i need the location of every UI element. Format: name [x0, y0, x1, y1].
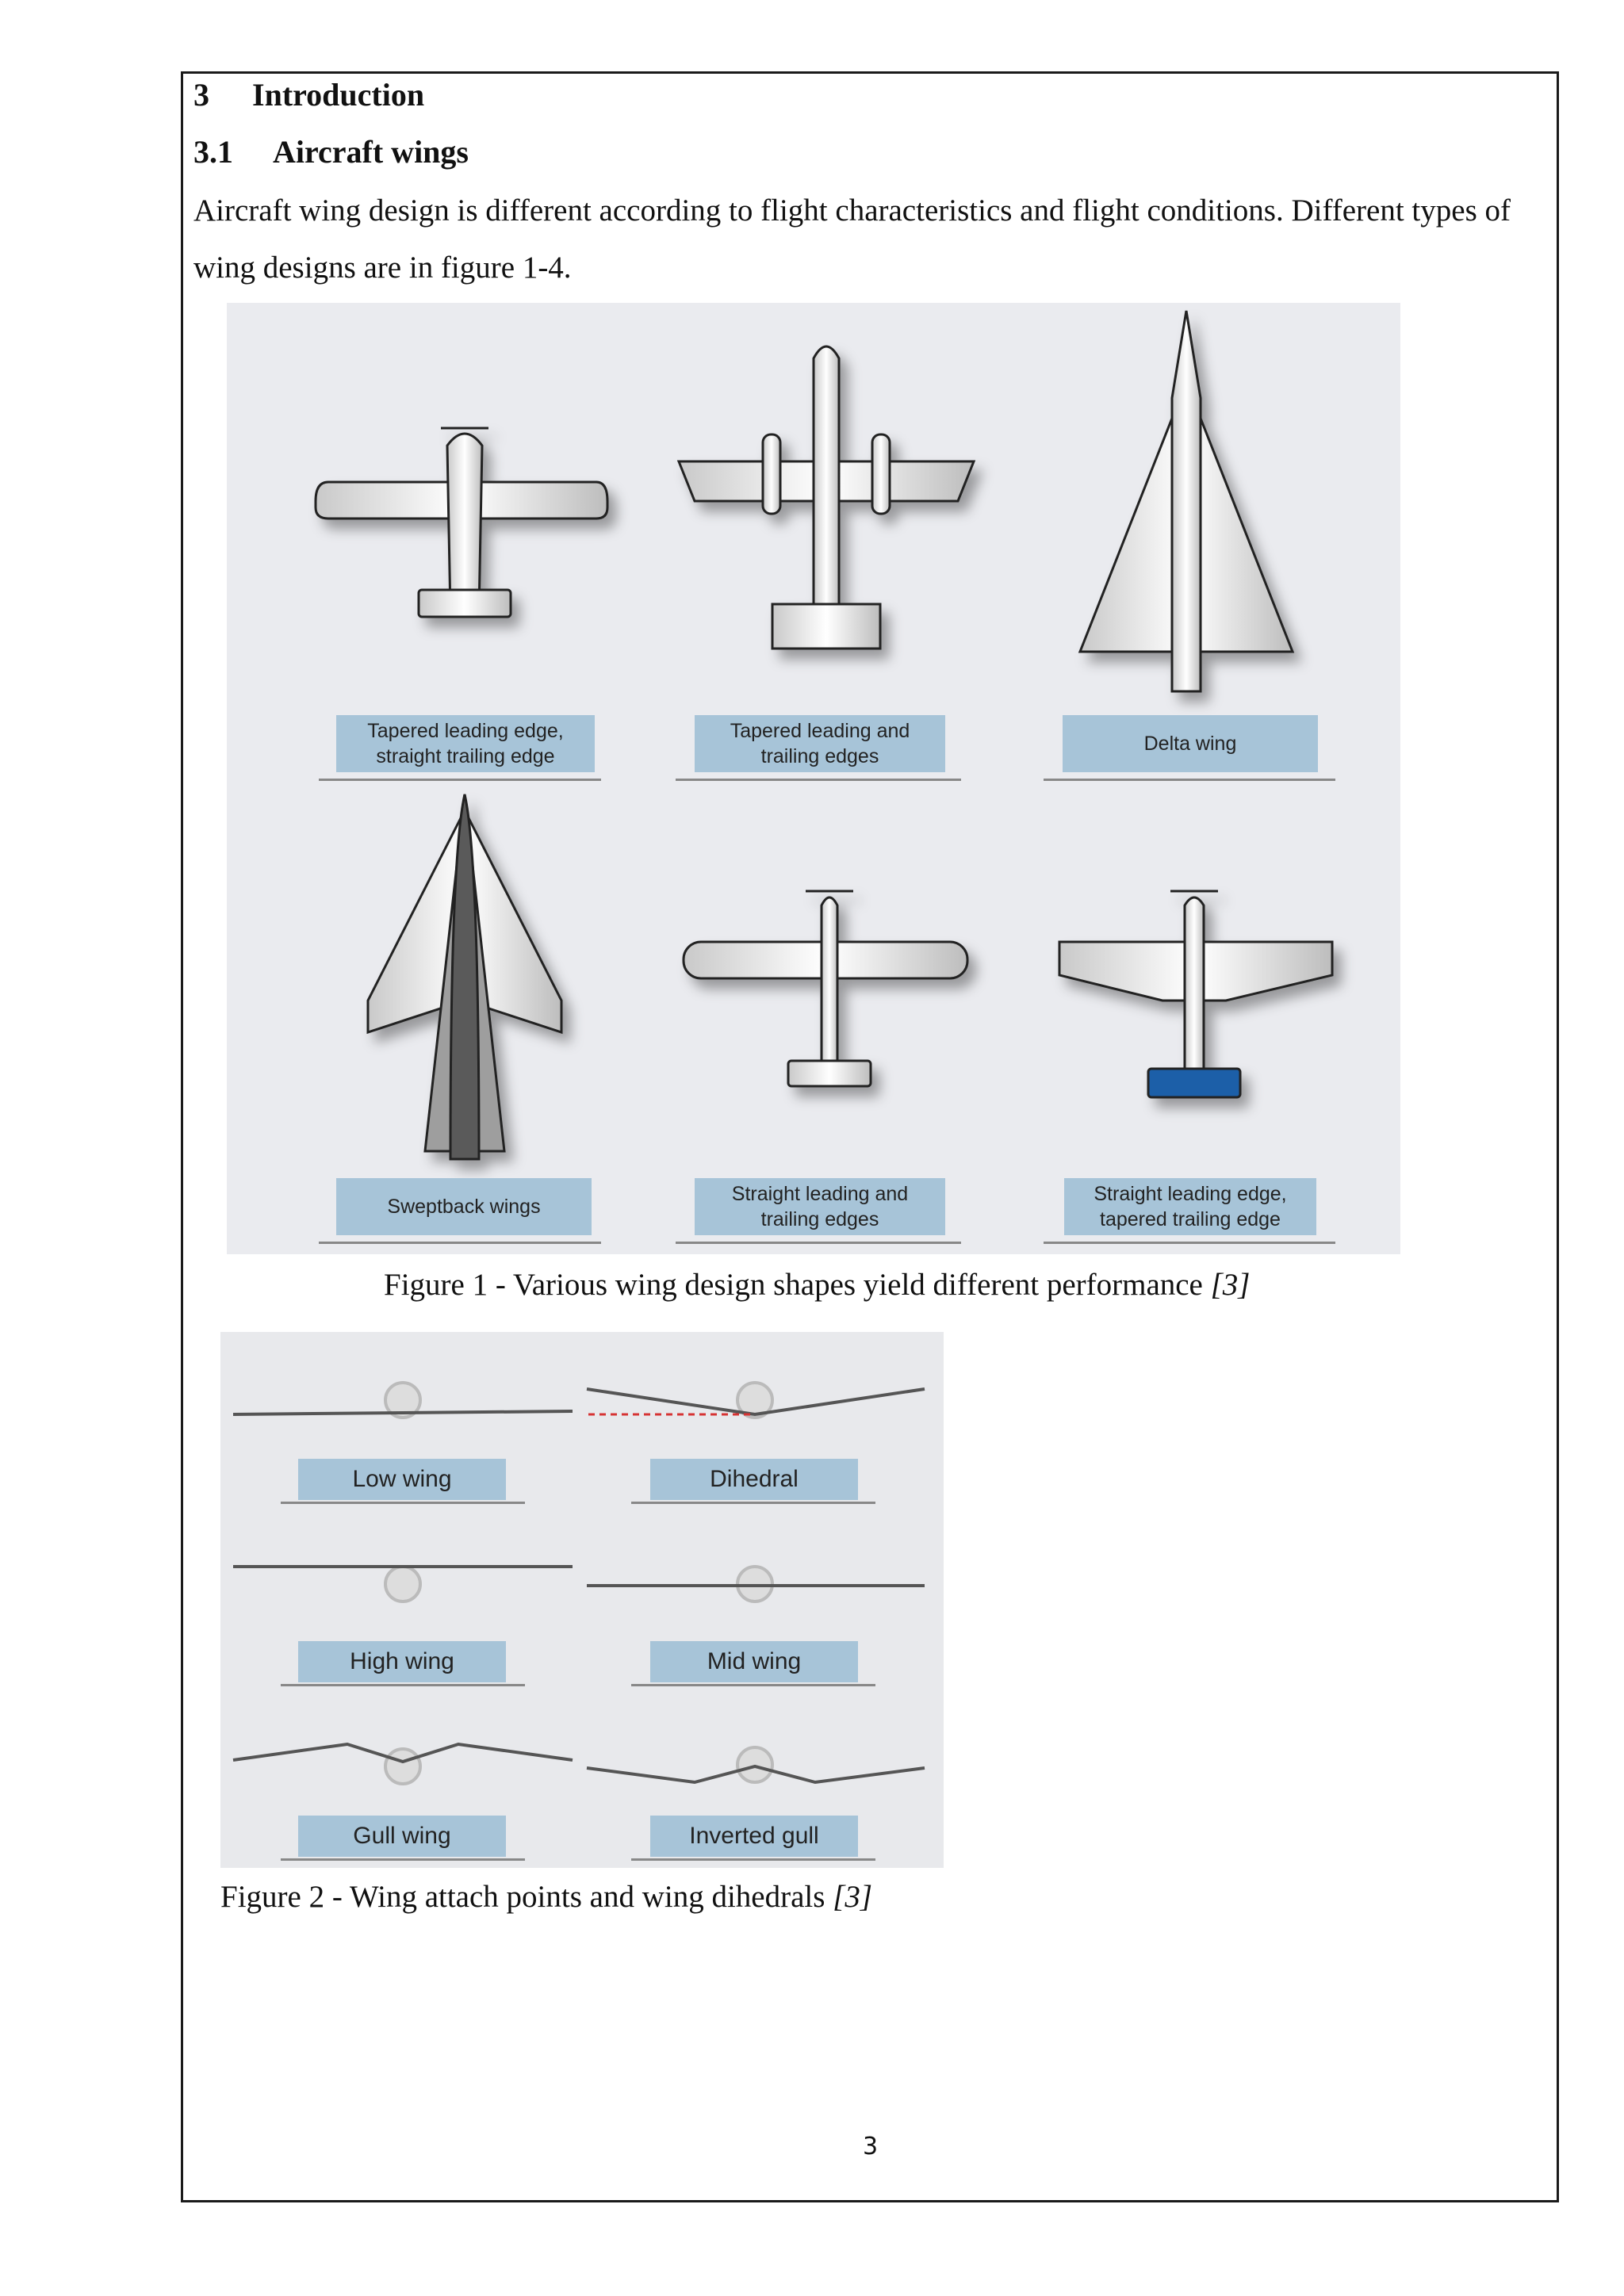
figure-2-caption-text: Figure 2 - Wing attach points and wing dihedrals: [220, 1880, 825, 1914]
fig2-label-2-rule: [631, 1502, 875, 1504]
fig1-label-4: Sweptback wings: [336, 1178, 592, 1235]
fig1-label-6-rule: [1044, 1242, 1335, 1244]
fig2-label-mid-wing: Mid wing: [650, 1641, 858, 1682]
fig2-label-dihedral: Dihedral: [650, 1459, 858, 1500]
aircraft-delta-wing: [1080, 311, 1293, 691]
fig2-label-3-rule: [281, 1684, 525, 1686]
fig2-label-1-rule: [281, 1502, 525, 1504]
figure-2-citation: [3]: [833, 1880, 873, 1914]
fig1-label-1: Tapered leading edge, straight trailing edge: [336, 715, 595, 772]
figure-1-citation: [3]: [1210, 1268, 1251, 1302]
aircraft-straight-le-te: [684, 891, 967, 1086]
fig2-label-6-rule: [631, 1858, 875, 1861]
figure-1-caption: [384, 1267, 1250, 1303]
aircraft-tapered-le-straight-te: [316, 428, 607, 617]
section-title: Introduction: [252, 77, 425, 113]
fig1-label-6: Straight leading edge, tapered trailing edge: [1064, 1178, 1316, 1235]
fig1-label-5: Straight leading and trailing edges: [695, 1178, 945, 1235]
fig1-label-3: Delta wing: [1063, 715, 1318, 772]
fig1-label-1-rule: [319, 779, 601, 781]
figure-2-image: [220, 1332, 944, 1868]
aircraft-tapered-le-te: [679, 346, 974, 649]
fig1-label-5-rule: [676, 1242, 961, 1244]
subsection-heading: [193, 133, 469, 170]
aircraft-sweptback: [368, 794, 561, 1159]
fig2-label-4-rule: [631, 1684, 875, 1686]
figure-1-image: [227, 303, 1400, 1254]
fig1-label-3-rule: [1044, 779, 1335, 781]
fig2-label-5-rule: [281, 1858, 525, 1861]
fig1-label-4-rule: [319, 1242, 601, 1244]
fig2-label-high-wing: High wing: [298, 1641, 506, 1682]
figure-2-drawings: [220, 1332, 944, 1868]
section-number: 3: [193, 77, 209, 113]
fig2-label-low-wing: Low wing: [298, 1459, 506, 1500]
aircraft-straight-le-tapered-te: [1059, 891, 1332, 1097]
figure-1-caption-text: Figure 1 - Various wing design shapes yield different performance: [384, 1268, 1203, 1302]
fig1-label-2-rule: [676, 779, 961, 781]
subsection-title: Aircraft wings: [273, 134, 469, 170]
fig1-label-2: Tapered leading and trailing edges: [695, 715, 945, 772]
page-number: 3: [863, 2133, 879, 2160]
subsection-number: 3.1: [193, 134, 233, 170]
intro-paragraph: Aircraft wing design is different according to flight characteristics and flight conditions. Different types of wing designs are in figure 1-4.: [193, 193, 1511, 285]
fig2-label-inverted-gull: Inverted gull: [650, 1816, 858, 1857]
fig2-wing-views: [233, 1383, 925, 1784]
fig2-label-gull-wing: Gull wing: [298, 1816, 506, 1857]
figure-2-caption: [220, 1879, 872, 1915]
section-heading: [193, 76, 424, 113]
